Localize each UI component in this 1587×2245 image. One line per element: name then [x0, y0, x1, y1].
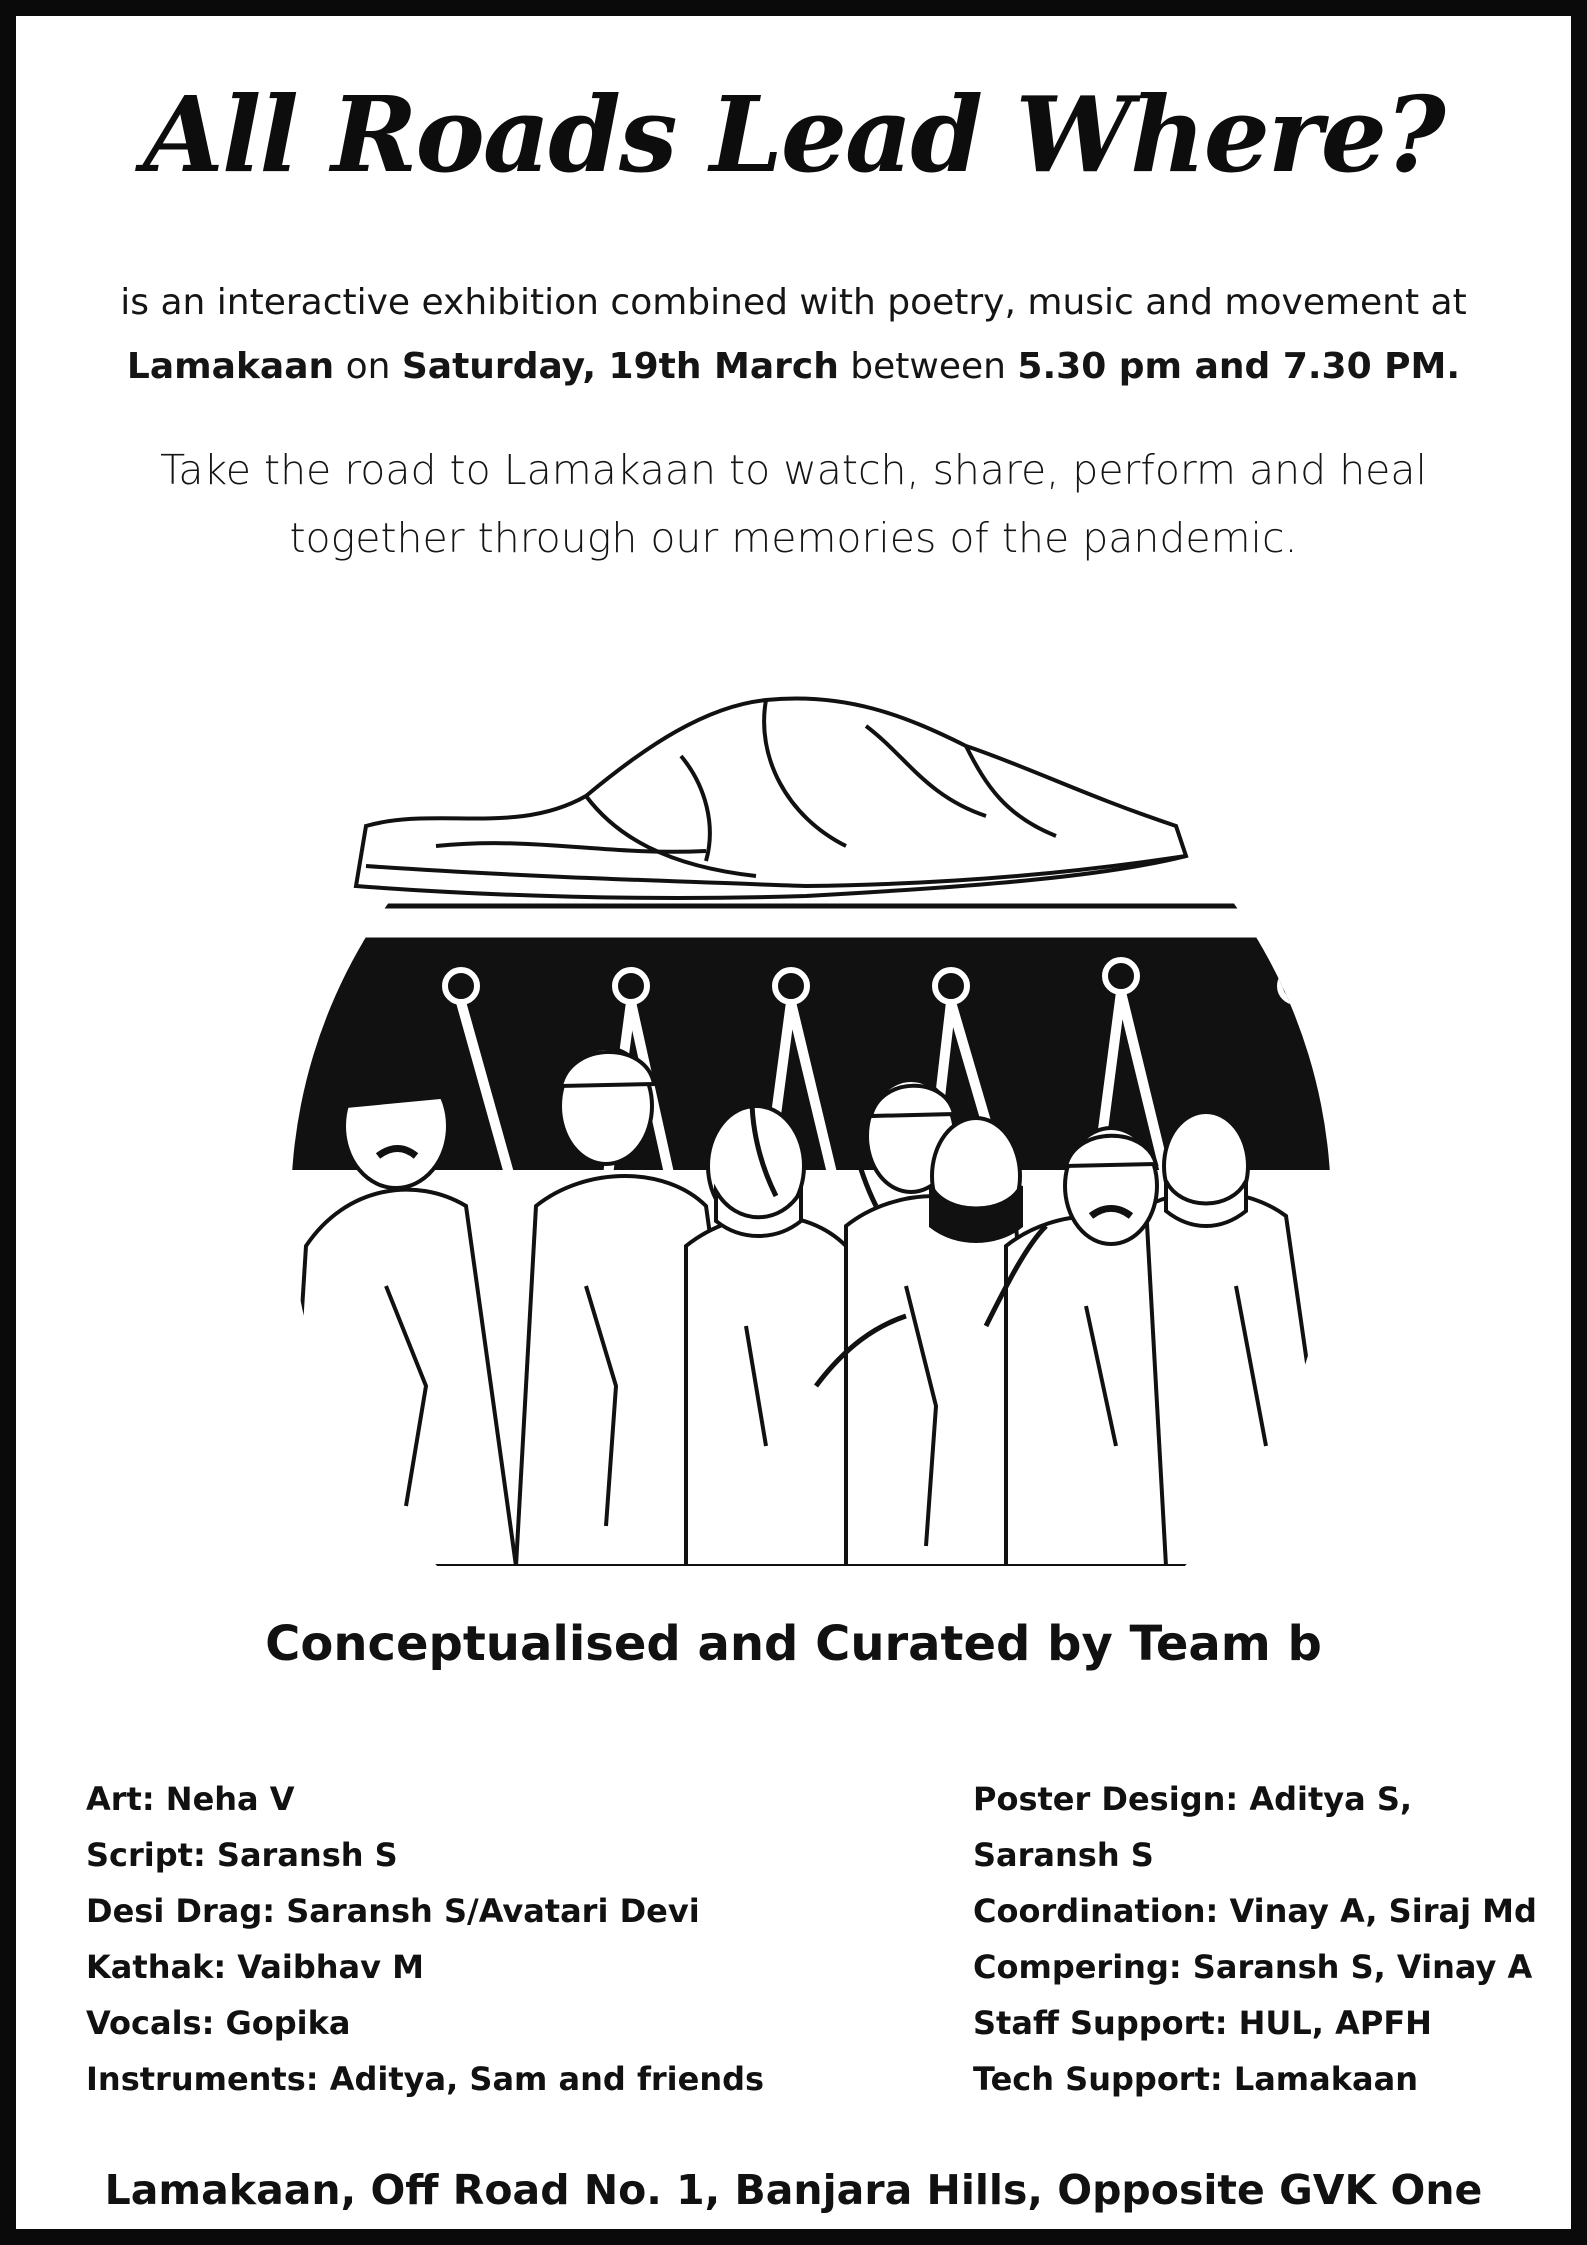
event-time: 5.30 pm and 7.30 PM. — [1017, 346, 1461, 387]
illustration-bier-bearers — [286, 686, 1336, 1566]
tagline-line-1: Take the road to Lamakaan to watch, share, perform and heal — [160, 446, 1427, 494]
credit-line: Poster Design: Aditya S, — [973, 1780, 1413, 1818]
tagline — [76, 436, 1511, 572]
venue-address: Lamakaan, Off Road No. 1, Banjara Hills, Opposite GVK One — [104, 2166, 1483, 2214]
credit-line: Art: Neha V — [86, 1780, 295, 1818]
credit-line: Saransh S — [973, 1836, 1154, 1874]
intro-text — [56, 271, 1531, 399]
tagline-line-2: together through our memories of the pandemic. — [289, 514, 1298, 562]
curated-by-heading: Conceptualised and Curated by Team b — [265, 1616, 1322, 1672]
poster-title: All Roads Lead Where? — [143, 73, 1444, 196]
credit-line: Instruments: Aditya, Sam and friends — [86, 2060, 765, 2098]
event-date: Saturday, 19th March — [401, 346, 839, 387]
credit-line: Script: Saransh S — [86, 1836, 398, 1874]
shroud-cloth — [356, 698, 1186, 898]
credit-line: Vocals: Gopika — [86, 2004, 351, 2042]
credit-line: Kathak: Vaibhav M — [86, 1948, 424, 1986]
credit-line: Coordination: Vinay A, Siraj Md — [973, 1892, 1537, 1930]
credits-right-column — [973, 1771, 1537, 2107]
intro-line-2 — [56, 335, 1531, 399]
intro-on: on — [345, 346, 391, 387]
credit-line: Staff Support: HUL, APFH — [973, 2004, 1432, 2042]
credits-left-column — [86, 1771, 764, 2107]
intro-between: between — [850, 346, 1006, 387]
credit-line: Compering: Saransh S, Vinay A — [973, 1948, 1533, 1986]
bier-pole — [286, 906, 1336, 940]
intro-line-1: is an interactive exhibition combined with poetry, music and movement at — [120, 282, 1467, 323]
credit-line: Desi Drag: Saransh S/Avatari Devi — [86, 1892, 700, 1930]
venue-name: Lamakaan — [126, 346, 335, 387]
credit-line: Tech Support: Lamakaan — [973, 2060, 1418, 2098]
